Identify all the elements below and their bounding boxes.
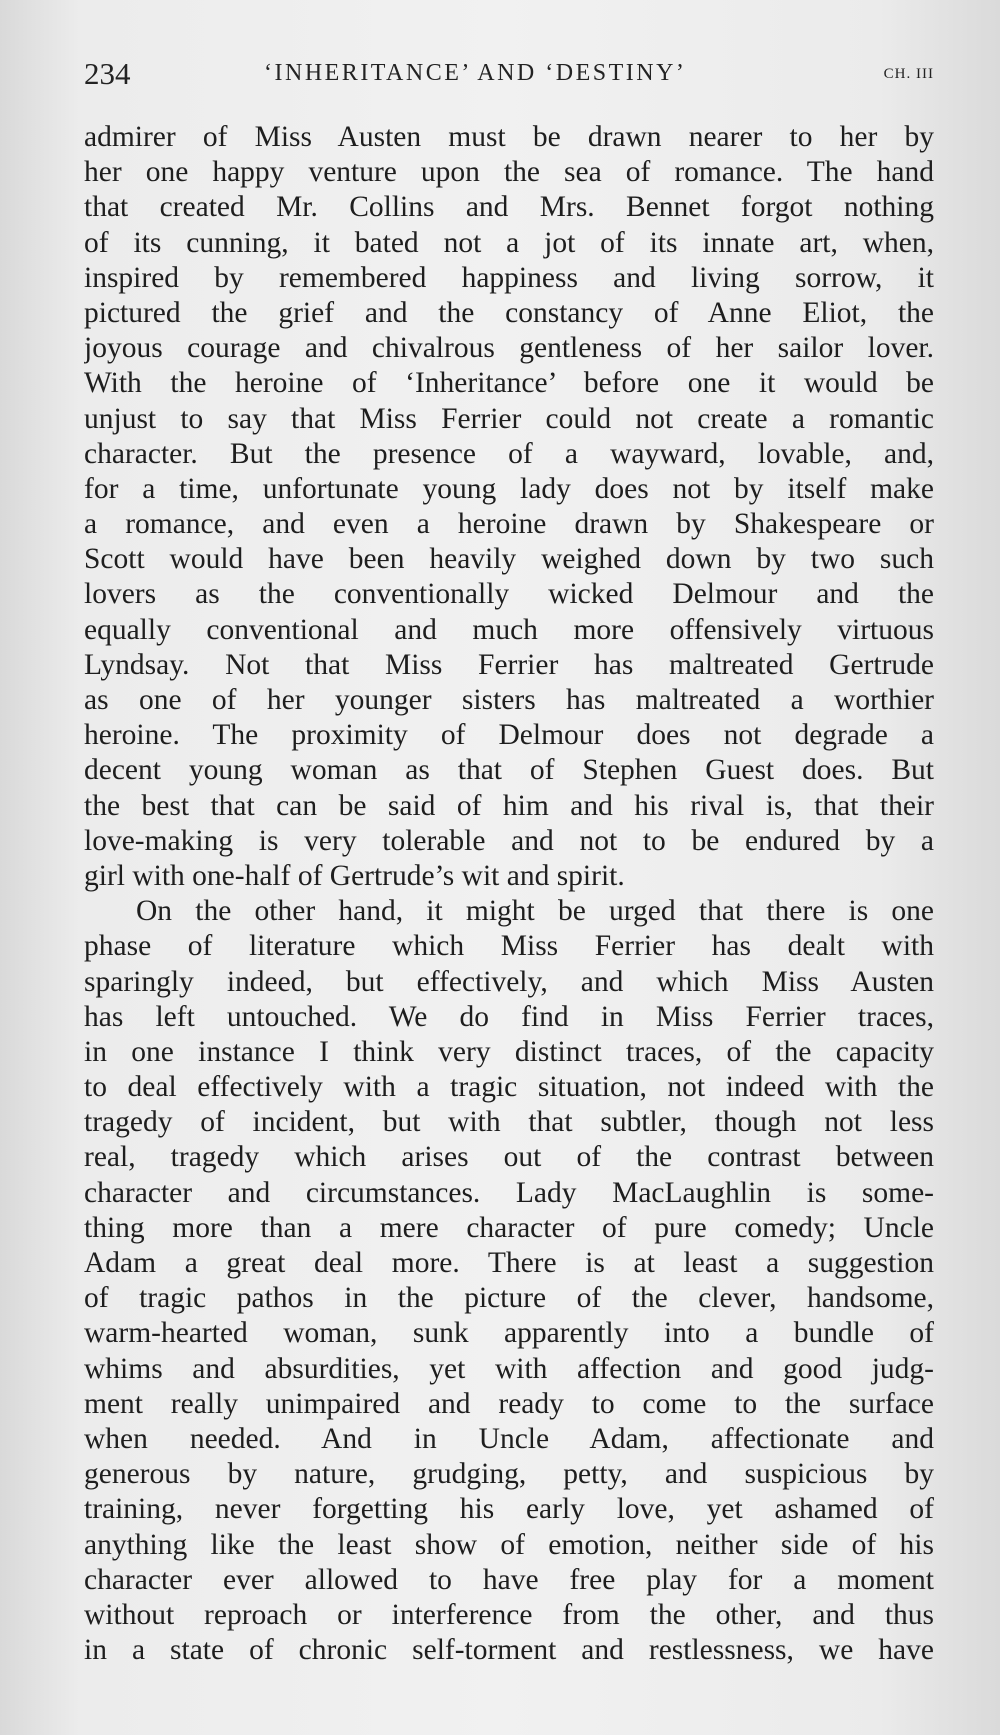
text-line: equally conventional and much more offensively virtuous	[84, 613, 934, 646]
text-line: has left untouched. We do find in Miss Ferrier traces,	[84, 1000, 934, 1033]
text-line: her one happy venture upon the sea of romance. The hand	[84, 156, 934, 189]
text-line: ment really unimpaired and ready to come to the surface	[84, 1387, 934, 1420]
text-line: in one instance I think very distinct traces, of the capacity	[84, 1035, 934, 1068]
text-line: decent young woman as that of Stephen Guest does. But	[84, 754, 934, 787]
text-line: as one of her younger sisters has maltreated a worthier	[84, 684, 934, 716]
text-line: anything like the least show of emotion, neither side of his	[84, 1528, 934, 1561]
text-line: real, tragedy which arises out of the contrast between	[84, 1141, 934, 1174]
text-line: unjust to say that Miss Ferrier could not create a romantic	[84, 402, 934, 435]
text-line: Adam a great deal more. There is at least a suggestion	[84, 1247, 934, 1279]
text-line: lovers as the conventionally wicked Delmour and the	[84, 578, 934, 611]
text-line: character and circumstances. Lady MacLaughlin is some-	[84, 1176, 934, 1209]
text-line: generous by nature, grudging, petty, and suspicious by	[84, 1458, 934, 1491]
text-line: the best that can be said of him and his rival is, that their	[84, 789, 934, 822]
body-text	[84, 120, 934, 1668]
text-line: On the other hand, it might be urged that there is one	[136, 895, 934, 928]
text-line: for a time, unfortunate young lady does not by itself make	[84, 472, 934, 505]
text-line: sparingly indeed, but effectively, and which Miss Austen	[84, 965, 934, 998]
text-line: With the heroine of ‘Inheritance’ before one it would be	[84, 367, 934, 400]
text-line: love-making is very tolerable and not to be endured by a	[84, 824, 934, 857]
text-line: pictured the grief and the constancy of Anne Eliot, the	[84, 296, 934, 329]
text-line: character. But the presence of a wayward, lovable, and,	[84, 437, 934, 470]
running-head	[84, 52, 934, 92]
text-line: without reproach or interference from the other, and thus	[84, 1598, 934, 1631]
text-line: in a state of chronic self-torment and restlessness, we have	[84, 1634, 934, 1667]
running-title: ‘INHERITANCE’ AND ‘DESTINY’	[264, 60, 687, 86]
text-line: character ever allowed to have free play for a moment	[84, 1563, 934, 1596]
text-line: tragedy of incident, but with that subtler, though not less	[84, 1106, 934, 1139]
text-line: phase of literature which Miss Ferrier has dealt with	[84, 930, 934, 963]
text-line: girl with one-half of Gertrude’s wit and spirit.	[84, 859, 625, 892]
text-line: joyous courage and chivalrous gentleness of her sailor lover.	[84, 332, 934, 365]
chapter-label: CH. III	[883, 66, 934, 82]
text-line: when needed. And in Uncle Adam, affectionate and	[84, 1422, 934, 1455]
text-line: whims and absurdities, yet with affection and good judg-	[84, 1352, 934, 1385]
text-line: Lyndsay. Not that Miss Ferrier has maltreated Gertrude	[84, 648, 934, 681]
text-line: inspired by remembered happiness and living sorrow, it	[84, 261, 934, 294]
text-line: heroine. The proximity of Delmour does not degrade a	[84, 719, 934, 752]
text-line: to deal effectively with a tragic situation, not indeed with the	[84, 1071, 934, 1104]
text-line: warm-hearted woman, sunk apparently into a bundle of	[84, 1317, 934, 1350]
text-line: of tragic pathos in the picture of the clever, handsome,	[84, 1282, 934, 1315]
text-line: Scott would have been heavily weighed down by two such	[84, 543, 934, 576]
page-number: 234	[84, 56, 131, 91]
text-line: thing more than a mere character of pure comedy; Uncle	[84, 1211, 934, 1244]
text-line: training, never forgetting his early love, yet ashamed of	[84, 1493, 934, 1526]
text-line: that created Mr. Collins and Mrs. Bennet forgot nothing	[84, 191, 934, 224]
text-line: of its cunning, it bated not a jot of its innate art, when,	[84, 226, 934, 259]
text-line: admirer of Miss Austen must be drawn nearer to her by	[84, 121, 934, 153]
text-line: a romance, and even a heroine drawn by Shakespeare or	[84, 508, 934, 541]
